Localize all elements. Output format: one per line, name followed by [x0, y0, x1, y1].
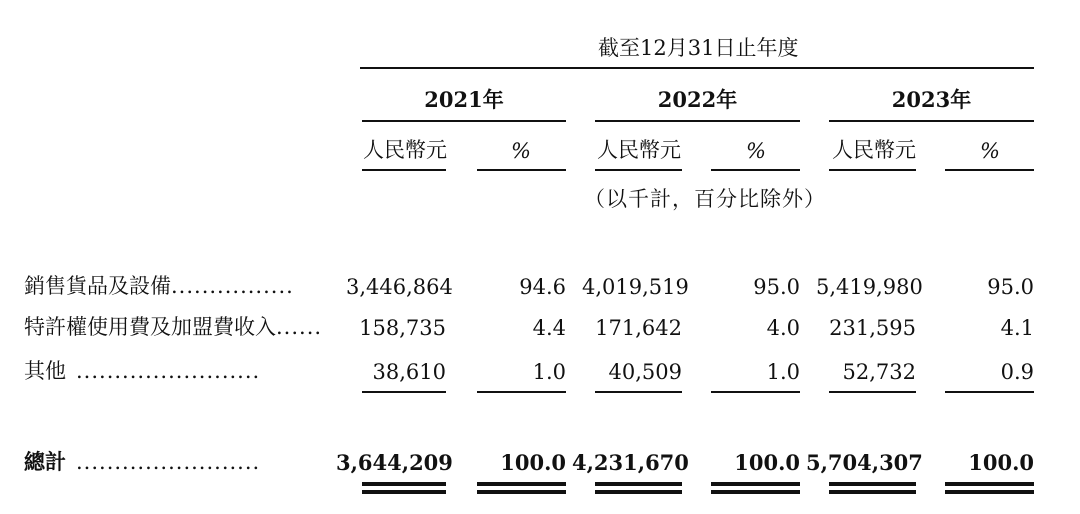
cell-2021-amount: 3,446,864	[346, 275, 453, 299]
total-double-rule-bottom	[477, 490, 566, 494]
cell-2023-amount: 52,732	[842, 360, 916, 384]
total-double-rule-top	[362, 482, 446, 486]
year-rule-2021	[362, 120, 566, 122]
total-2023-amount: 5,704,307	[806, 450, 923, 475]
unit-rule-2021	[362, 169, 446, 171]
total-double-rule-top	[595, 482, 682, 486]
subtotal-rule	[477, 391, 566, 393]
total-2023-percent: 100.0	[968, 450, 1034, 475]
cell-2021-percent: 1.0	[532, 360, 566, 384]
cell-2023-amount: 231,595	[829, 316, 916, 340]
total-double-rule-top	[945, 482, 1034, 486]
row-label	[24, 276, 294, 297]
cell-2022-amount: 171,642	[595, 316, 682, 340]
year-rule-2022	[595, 120, 800, 122]
percent-rule-2021	[477, 169, 566, 171]
cell-2021-percent: 94.6	[519, 275, 566, 299]
total-label-text: 總計	[24, 449, 66, 474]
subtotal-rule	[711, 391, 800, 393]
total-double-rule-bottom	[711, 490, 800, 494]
percent-header-2022: %	[746, 139, 766, 163]
total-2021-amount: 3,644,209	[336, 450, 453, 475]
percent-rule-2022	[711, 169, 800, 171]
row-label	[24, 361, 260, 382]
total-2022-percent: 100.0	[734, 450, 800, 475]
total-double-rule-bottom	[829, 490, 916, 494]
year-header-2023: 2023年	[891, 87, 972, 112]
total-2021-percent: 100.0	[500, 450, 566, 475]
total-double-rule-bottom	[595, 490, 682, 494]
cell-2021-amount: 158,735	[359, 316, 446, 340]
row-label	[24, 317, 322, 338]
unit-rule-2023	[829, 169, 916, 171]
leader-dots: ........................	[76, 450, 261, 474]
total-row-label	[24, 451, 260, 473]
unit-header-2022: 人民幣元	[597, 138, 681, 162]
cell-2023-percent: 4.1	[1000, 316, 1034, 340]
period-header: 截至12月31日止年度	[598, 36, 799, 60]
cell-2022-amount: 4,019,519	[582, 275, 689, 299]
leader-dots: ................	[171, 274, 294, 298]
percent-header-2021: %	[511, 139, 531, 163]
row-label-text: 其他	[24, 359, 66, 383]
subtotal-rule	[945, 391, 1034, 393]
leader-dots: ........................	[76, 359, 261, 383]
cell-2022-percent: 1.0	[766, 360, 800, 384]
period-header-rule	[360, 67, 1034, 69]
cell-2023-percent: 95.0	[987, 275, 1034, 299]
percent-header-2023: %	[980, 139, 1000, 163]
unit-note: （以千計，百分比除外）	[584, 187, 826, 211]
total-double-rule-top	[477, 482, 566, 486]
total-double-rule-bottom	[945, 490, 1034, 494]
cell-2022-percent: 95.0	[753, 275, 800, 299]
row-label-text: 特許權使用費及加盟費收入	[24, 315, 276, 339]
total-double-rule-bottom	[362, 490, 446, 494]
cell-2022-percent: 4.0	[766, 316, 800, 340]
total-double-rule-top	[711, 482, 800, 486]
total-double-rule-top	[829, 482, 916, 486]
subtotal-rule	[595, 391, 682, 393]
percent-rule-2023	[945, 169, 1034, 171]
unit-rule-2022	[595, 169, 682, 171]
subtotal-rule	[362, 391, 446, 393]
unit-header-2023: 人民幣元	[832, 138, 916, 162]
year-header-2021: 2021年	[424, 87, 504, 112]
row-label-text: 銷售貨品及設備	[24, 274, 171, 298]
cell-2021-percent: 4.4	[532, 316, 566, 340]
cell-2023-amount: 5,419,980	[816, 275, 923, 299]
year-header-2022: 2022年	[657, 87, 738, 112]
subtotal-rule	[829, 391, 916, 393]
cell-2023-percent: 0.9	[1000, 360, 1034, 384]
unit-header-2021: 人民幣元	[363, 138, 447, 162]
total-2022-amount: 4,231,670	[572, 450, 689, 475]
leader-dots: ......	[276, 315, 323, 339]
cell-2021-amount: 38,610	[372, 360, 446, 384]
cell-2022-amount: 40,509	[608, 360, 682, 384]
year-rule-2023	[829, 120, 1034, 122]
